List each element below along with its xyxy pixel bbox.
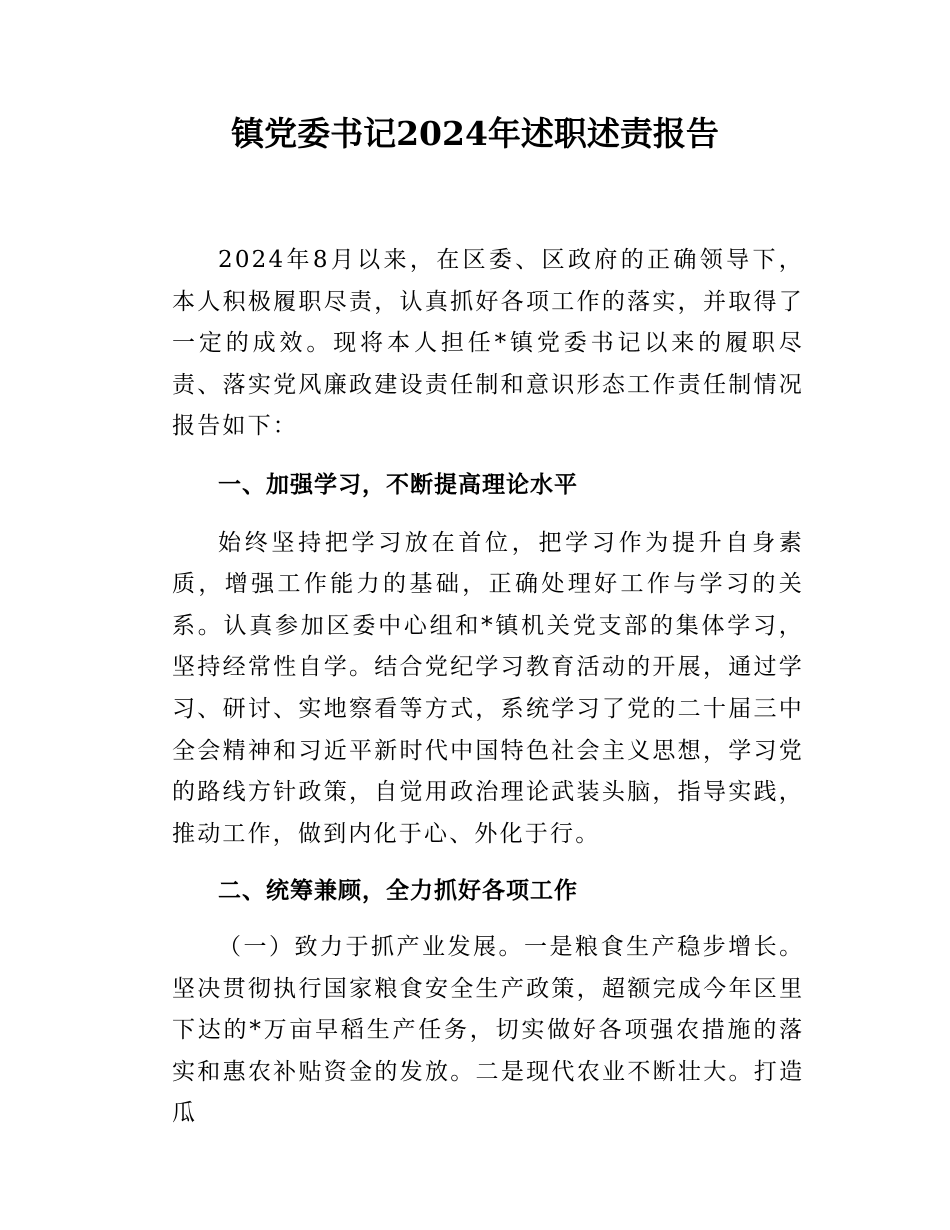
document-title: 镇党委书记2024年述职述责报告 — [231, 114, 719, 153]
section-paragraph-2: （一）致力于抓产业发展。一是粮食生产稳步增长。坚决贯彻执行国家粮食安全生产政策，超额完成今年区里下达的*万亩早稻生产任务，切实做好各项强农措施的落实和惠农补贴资金的发放。二是现代农业不断壮大。打造瓜 — [172, 933, 804, 1127]
intro-paragraph: 2024年8月以来，在区委、区政府的正确领导下，本人积极履职尽责，认真抓好各项工作的落实，并取得了一定的成效。现将本人担任*镇党委书记以来的履职尽责、落实党风廉政建设责任制和意识形态工作责任制情况报告如下： — [172, 247, 804, 440]
document-body — [172, 240, 804, 1135]
section-heading-1: 一、加强学习，不断提高理论水平 — [218, 471, 578, 498]
section-heading-2: 二、统筹兼顾，全力抓好各项工作 — [218, 878, 578, 905]
section-paragraph-1: 始终坚持把学习放在首位，把学习作为提升自身素质，增强工作能力的基础，正确处理好工作与学习的关系。认真参加区委中心组和*镇机关党支部的集体学习，坚持经常性自学。结合党纪学习教育活动的开展，通过学习、研讨、实地察看等方式，系统学习了党的二十届三中全会精神和习近平新时代中国特色社会主义思想，学习党的路线方针政策，自觉用政治理论武装头脑，指导实践，推动工作，做到内化于心、外化于行。 — [172, 529, 804, 847]
